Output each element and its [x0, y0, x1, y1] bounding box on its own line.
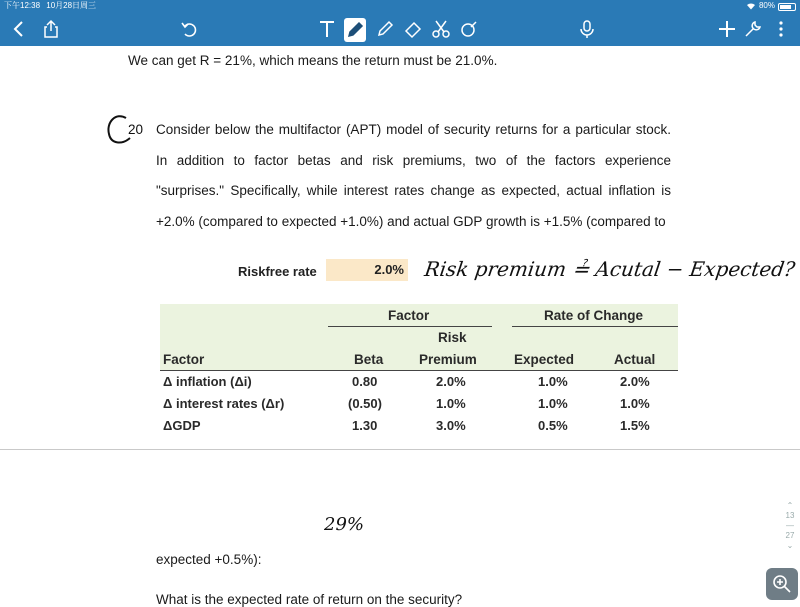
group-header-factor: Factor [388, 308, 430, 323]
row-1-factor: Δ inflation (Δi) [163, 374, 252, 389]
answer-line: We can get R = 21%, which means the return must be 21.0%. [128, 53, 498, 68]
riskfree-label: Riskfree rate [238, 264, 317, 279]
handwritten-margin-text: 29% [324, 514, 365, 535]
page-indicator[interactable] [782, 501, 798, 551]
row-3-expected: 0.5% [538, 418, 568, 433]
page-total: 27 [785, 531, 795, 540]
row-1-expected: 1.0% [538, 374, 568, 389]
row-2-beta: (0.50) [348, 396, 382, 411]
toolbar [0, 12, 800, 46]
row-3-premium: 3.0% [436, 418, 466, 433]
eraser-icon[interactable] [400, 16, 426, 42]
col-header-actual: Actual [614, 352, 656, 367]
document-page[interactable] [0, 46, 800, 607]
pen-tool-icon[interactable] [344, 18, 366, 42]
status-time: 下午12:38 [4, 1, 41, 10]
handwritten-margin-note [322, 504, 382, 538]
question-line-3: "surprises." Specifically, while interest rates change as expected, actual inflation is [156, 183, 671, 198]
scroll-up-icon: ⌃ [786, 501, 794, 510]
row-3-beta: 1.30 [352, 418, 378, 433]
question-prompt: What is the expected rate of return on the security? [156, 592, 463, 607]
col-header-risk-top: Risk [438, 330, 467, 345]
share-icon[interactable] [38, 16, 64, 42]
header-rule [160, 370, 678, 371]
page-break-line [0, 449, 800, 450]
col-header-risk-premium: Premium [419, 352, 477, 367]
back-icon[interactable] [6, 16, 32, 42]
row-2-expected: 1.0% [538, 396, 568, 411]
status-date: 10月28日周三 [46, 1, 97, 10]
row-3-actual: 1.5% [620, 418, 650, 433]
highlighter-icon[interactable] [372, 16, 398, 42]
col-header-beta: Beta [354, 352, 384, 367]
more-icon[interactable] [768, 16, 794, 42]
scissors-icon[interactable] [428, 16, 454, 42]
row-1-beta: 0.80 [352, 374, 378, 389]
zoom-button[interactable] [766, 568, 798, 600]
add-icon[interactable] [714, 16, 740, 42]
col-header-expected: Expected [514, 352, 575, 367]
riskfree-value: 2.0% [326, 259, 408, 281]
status-bar [0, 0, 800, 12]
question-number: 20 [128, 122, 144, 137]
factor-table [160, 304, 678, 434]
text-tool-icon[interactable] [314, 16, 340, 42]
group-underline-rate [512, 326, 678, 327]
row-3-factor: ΔGDP [163, 418, 201, 433]
wifi-icon [746, 2, 756, 10]
battery-icon [778, 3, 796, 11]
zoom-in-icon [772, 574, 792, 594]
question-line-2: In addition to factor betas and risk premiums, two of the factors experience [156, 153, 671, 168]
scroll-down-icon: ⌄ [786, 541, 794, 550]
question-line-4: +2.0% (compared to expected +1.0%) and actual GDP growth is +1.5% (compared to [156, 214, 666, 229]
handwritten-note-text: Risk premium ≟ Acutal − Expected? [423, 257, 797, 281]
handwritten-note [423, 246, 797, 290]
group-header-rate-of-change: Rate of Change [544, 308, 644, 323]
undo-icon[interactable] [176, 16, 202, 42]
continuation-line: expected +0.5%): [156, 552, 262, 567]
page-separator: — [786, 521, 794, 530]
page-current: 13 [785, 511, 795, 520]
row-2-actual: 1.0% [620, 396, 650, 411]
microphone-icon[interactable] [574, 16, 600, 42]
row-2-premium: 1.0% [436, 396, 466, 411]
shape-icon[interactable] [456, 16, 482, 42]
row-1-actual: 2.0% [620, 374, 650, 389]
row-2-factor: Δ interest rates (Δr) [163, 396, 285, 411]
wrench-icon[interactable] [740, 16, 766, 42]
battery-percent: 80% [758, 1, 775, 10]
question-line-1: Consider below the multifactor (APT) model of security returns for a particular stock. [156, 122, 671, 137]
col-header-factor: Factor [163, 352, 205, 367]
row-1-premium: 2.0% [436, 374, 466, 389]
group-underline-factor [328, 326, 492, 327]
